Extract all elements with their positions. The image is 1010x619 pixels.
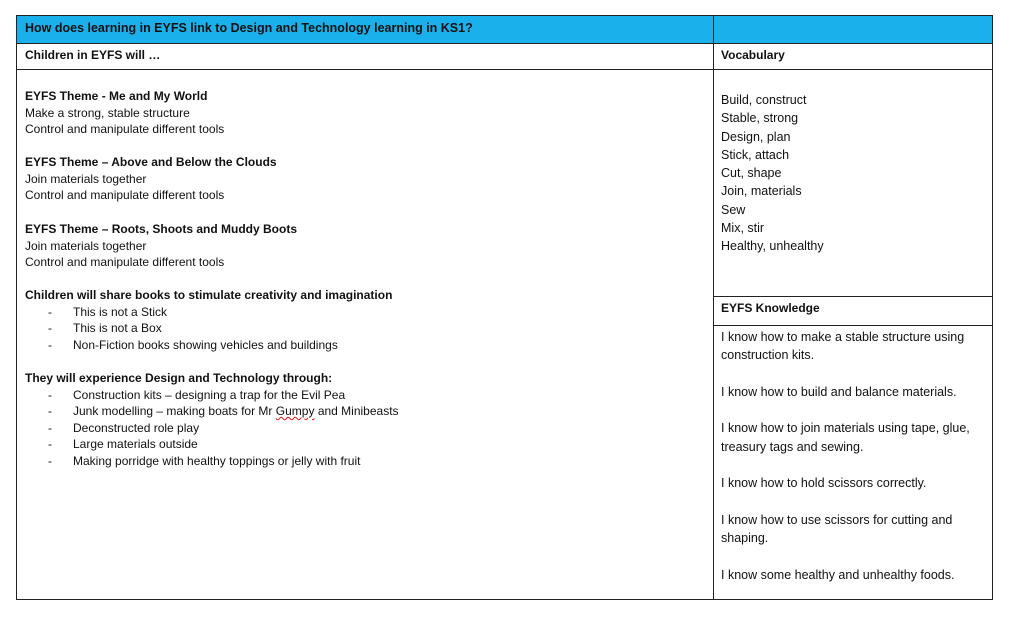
knowledge-heading: EYFS Knowledge <box>721 301 820 315</box>
table-header-cell <box>17 16 713 43</box>
theme-line: Control and manipulate different tools <box>25 255 225 270</box>
theme-line: Make a strong, stable structure <box>25 105 190 120</box>
theme-line: Control and manipulate different tools <box>25 188 225 203</box>
theme-block-1 <box>25 88 224 138</box>
vocab-item: Cut, shape <box>721 166 782 181</box>
column-divider <box>713 16 714 599</box>
knowledge-item: I know how to use scissors for cutting and shaping. <box>721 512 953 546</box>
row-divider-subheader <box>17 69 992 70</box>
knowledge-item: I know how to hold scissors correctly. <box>721 476 927 491</box>
vocabulary-list <box>721 91 824 256</box>
list-item <box>25 403 399 420</box>
knowledge-item: I know how to make a stable structure using construction kits. <box>721 330 965 363</box>
knowledge-list <box>721 328 989 602</box>
list-item-text-tail: and Minibeasts <box>317 404 399 419</box>
vocab-item: Stable, strong <box>721 111 799 126</box>
list-item: - Deconstructed role play <box>25 420 399 437</box>
list-item: - This is not a Stick <box>25 304 392 321</box>
vocab-item: Join, materials <box>721 184 802 199</box>
experience-list <box>25 387 399 470</box>
list-item: - Construction kits – designing a trap for the Evil Pea <box>25 387 399 404</box>
list-item: - Making porridge with healthy toppings or jelly with fruit <box>25 453 399 470</box>
vocab-item: Mix, stir <box>721 221 765 236</box>
list-item: - Non-Fiction books showing vehicles and buildings <box>25 337 392 354</box>
children-heading: Children in EYFS will … <box>25 48 161 62</box>
knowledge-item: I know how to join materials using tape, glue, treasury tags and sewing. <box>721 421 970 454</box>
list-item: - This is not a Box <box>25 320 392 337</box>
vocab-item: Sew <box>721 202 746 217</box>
vocab-item: Stick, attach <box>721 147 790 162</box>
theme-block-3 <box>25 221 297 271</box>
knowledge-item: I know some healthy and unhealthy foods. <box>721 567 955 582</box>
books-block <box>25 287 392 353</box>
experience-block <box>25 370 399 470</box>
theme-block-2 <box>25 154 277 204</box>
row-divider-knowledge-heading <box>714 325 992 326</box>
vocab-item: Build, construct <box>721 93 807 107</box>
theme-title: EYFS Theme - Me and My World <box>25 89 208 103</box>
theme-title: EYFS Theme – Above and Below the Clouds <box>25 155 277 169</box>
row-divider-header <box>17 43 992 44</box>
knowledge-item: I know how to build and balance materials. <box>721 384 957 399</box>
books-title: Children will share books to stimulate creativity and imagination <box>25 288 393 302</box>
books-list <box>25 304 392 354</box>
list-item: - Large materials outside <box>25 436 399 453</box>
theme-line: Join materials together <box>25 171 147 186</box>
page-title: How does learning in EYFS link to Design and Technology learning in KS1? <box>25 21 473 35</box>
table-header-cell-right <box>714 16 992 43</box>
document-table <box>16 15 993 600</box>
row-divider-knowledge-top <box>714 296 992 297</box>
spellcheck-word: Gumpy <box>275 404 315 419</box>
vocabulary-heading: Vocabulary <box>721 48 785 62</box>
theme-title: EYFS Theme – Roots, Shoots and Muddy Boots <box>25 222 298 236</box>
vocab-item: Design, plan <box>721 129 791 144</box>
theme-line: Join materials together <box>25 238 147 253</box>
list-item-text: Junk modelling – making boats for Mr <box>73 404 273 419</box>
theme-line: Control and manipulate different tools <box>25 122 225 137</box>
vocab-item: Healthy, unhealthy <box>721 239 824 254</box>
experience-title: They will experience Design and Technology through: <box>25 371 333 385</box>
